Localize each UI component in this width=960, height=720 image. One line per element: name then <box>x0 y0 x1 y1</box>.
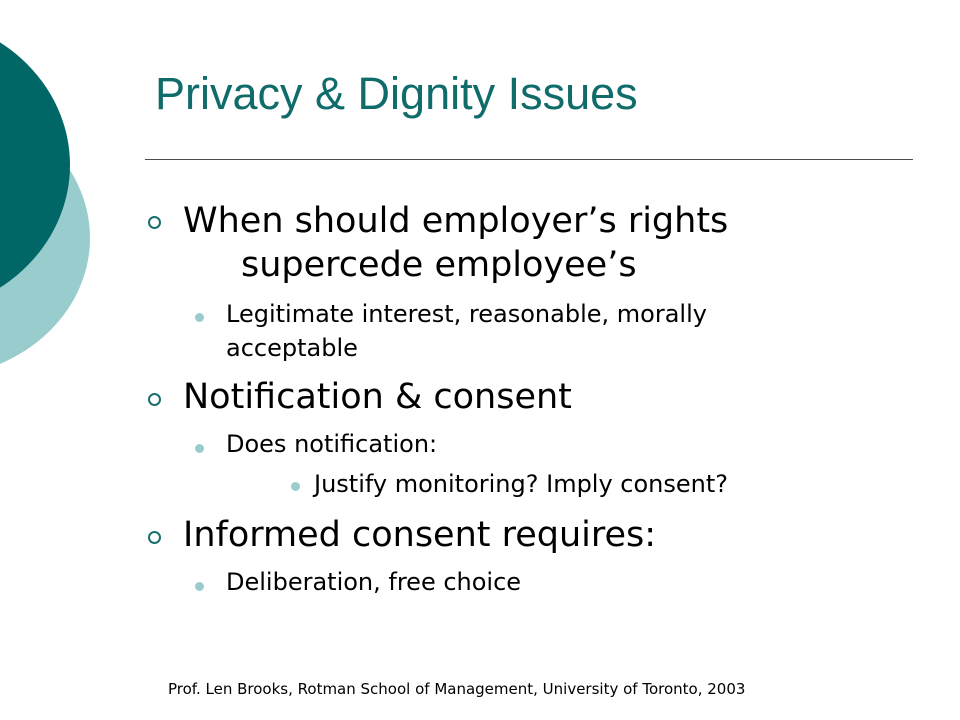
hollow-circle-icon <box>148 531 161 544</box>
filled-dot-icon <box>195 313 204 322</box>
filled-dot-icon <box>195 444 204 453</box>
slide-footer: Prof. Len Brooks, Rotman School of Management, University of Toronto, 2003 <box>168 680 746 698</box>
bullet-2 <box>183 375 572 419</box>
bullet-1-sub-1-line2: acceptable <box>226 334 358 362</box>
bullet-2-sub-1-sub-1: Justify monitoring? Imply consent? <box>314 470 729 498</box>
bullet-1 <box>183 199 728 287</box>
filled-dot-icon <box>195 582 204 591</box>
bullet-1-sub-1-line1: Legitimate interest, reasonable, morally <box>226 300 707 328</box>
bullet-1-line2: supercede employee’s <box>241 245 637 285</box>
hollow-circle-icon <box>148 216 161 229</box>
bullet-1-line1: When should employer’s rights <box>183 201 729 241</box>
title-divider <box>145 159 913 160</box>
bullet-2-sub-1: Does notification: <box>226 430 438 458</box>
bullet-3-sub-1: Deliberation, free choice <box>226 568 522 596</box>
bullet-1-sub-1 <box>226 297 707 365</box>
hollow-circle-icon <box>148 393 161 406</box>
slide-title: Privacy & Dignity Issues <box>155 68 638 119</box>
bullet-2-line1: Notification & consent <box>183 377 572 417</box>
filled-dot-icon <box>291 482 300 491</box>
bullet-3 <box>183 513 656 557</box>
bullet-3-line1: Informed consent requires: <box>183 515 657 555</box>
